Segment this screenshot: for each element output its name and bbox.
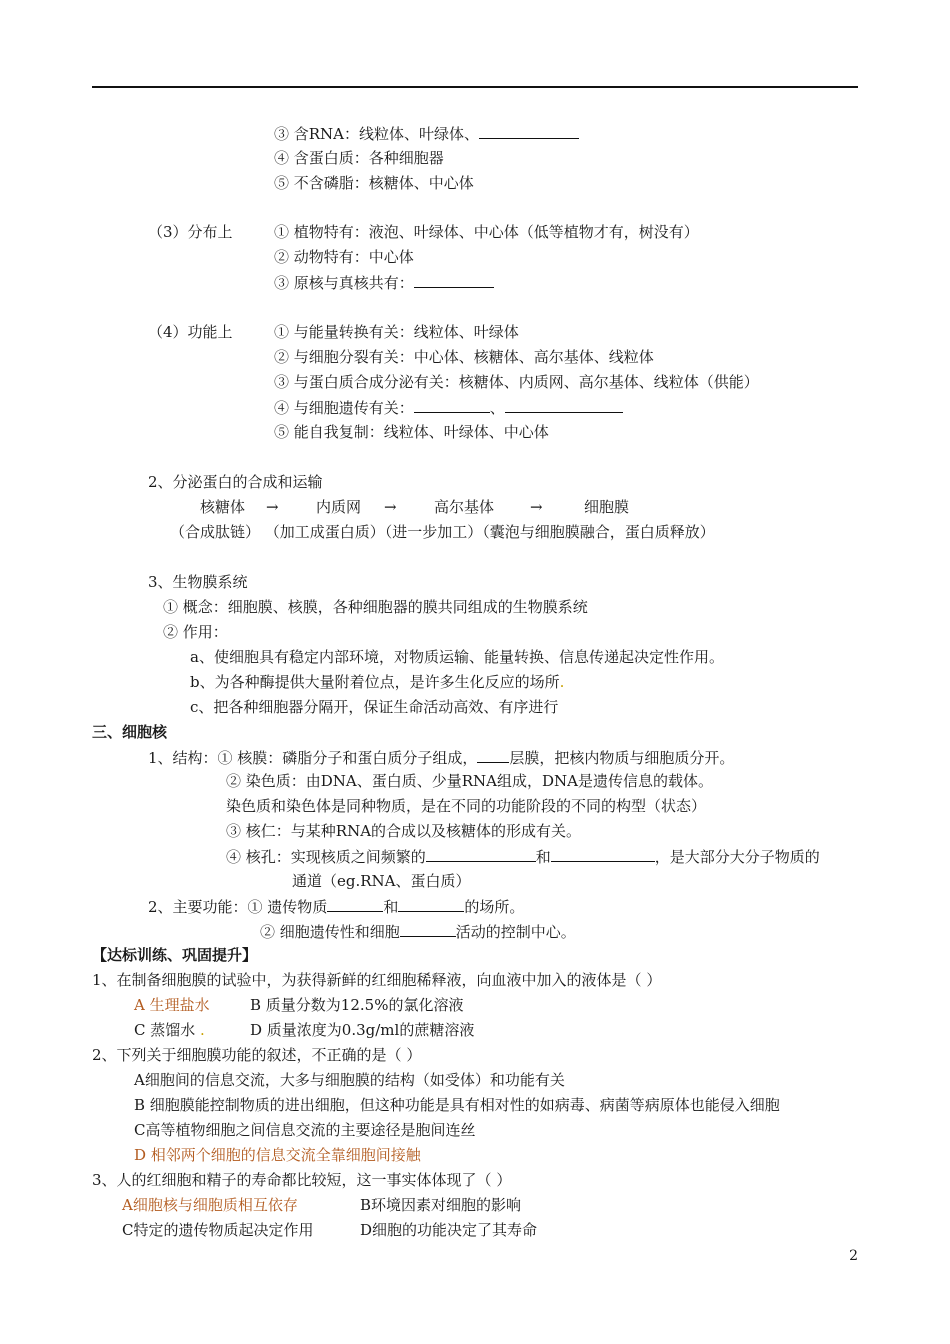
text-line: ① 概念：细胞膜、核膜，各种细胞器的膜共同组成的生物膜系统 — [163, 598, 588, 616]
answer-option: A细胞核与细胞质相互依存 — [122, 1196, 298, 1214]
section-heading: 【达标训练、巩固提升】 — [92, 946, 258, 964]
text-line: ④ 含蛋白质：各种细胞器 — [274, 149, 444, 167]
flow-arrow: → — [384, 498, 397, 516]
text-line: ③ 原核与真核共有： — [274, 272, 494, 293]
answer-option: D 相邻两个细胞的信息交流全靠细胞间接触 — [134, 1146, 421, 1164]
section-label: （4）功能上 — [148, 323, 233, 341]
text-line: 1、结构：① 核膜：磷脂分子和蛋白质分子组成， 层膜，把核内物质与细胞质分开。 — [148, 749, 735, 767]
text-line: ② 染色质：由DNA、蛋白质、少量RNA组成，DNA是遗传信息的载体。 — [226, 772, 713, 790]
answer-option: B 细胞膜能控制物质的进出细胞，但这种功能是具有相对性的如病毒、病菌等病原体也能侵入细胞 — [134, 1096, 780, 1114]
answer-option: D细胞的功能决定了其寿命 — [360, 1221, 538, 1239]
flow-step: 内质网 — [316, 498, 362, 516]
question-stem: 3、人的红细胞和精子的寿命都比较短，这一事实体体现了（ ） — [92, 1171, 512, 1189]
text-line: ② 动物特有：中心体 — [274, 248, 414, 266]
text-line: ③ 含RNA：线粒体、叶绿体、 — [274, 123, 579, 144]
section-heading: 三、细胞核 — [92, 723, 168, 741]
text-line: ④ 核孔：实现核质之间频繁的 和 ，是大部分大分子物质的 — [226, 848, 820, 866]
flow-step: 高尔基体 — [434, 498, 495, 516]
text-line: （合成肽链） （加工成蛋白质）（进一步加工）（囊泡与细胞膜融合，蛋白质释放） — [170, 523, 715, 541]
flow-step: 核糖体 — [200, 498, 246, 516]
answer-option: B环境因素对细胞的影响 — [360, 1196, 522, 1214]
header-rule — [92, 86, 858, 88]
text-line: ① 与能量转换有关：线粒体、叶绿体 — [274, 323, 519, 341]
text-line: ⑤ 不含磷脂：核糖体、中心体 — [274, 174, 474, 192]
text-line: 通道（eg.RNA、蛋白质） — [292, 872, 471, 890]
text-line: 2、分泌蛋白的合成和运输 — [148, 473, 323, 491]
text-line: ② 与细胞分裂有关：中心体、核糖体、高尔基体、线粒体 — [274, 348, 654, 366]
flow-arrow: → — [266, 498, 279, 516]
text-line: ③ 核仁：与某种RNA的合成以及核糖体的形成有关。 — [226, 822, 582, 840]
text-line: a、使细胞具有稳定内部环境，对物质运输、能量转换、信息传递起决定性作用。 — [190, 648, 724, 666]
flow-arrow: → — [530, 498, 543, 516]
flow-step: 细胞膜 — [584, 498, 630, 516]
text-line: ④ 与细胞遗传有关： 、 — [274, 397, 623, 418]
text-line: 2、主要功能：① 遗传物质 和 的场所。 — [148, 898, 525, 916]
text-line: ① 植物特有：液泡、叶绿体、中心体（低等植物才有，树没有） — [274, 223, 699, 241]
text-line: ② 作用： — [163, 623, 228, 641]
text-line: ③ 与蛋白质合成分泌有关：核糖体、内质网、高尔基体、线粒体（供能） — [274, 373, 759, 391]
text-line: c、把各种细胞器分隔开，保证生命活动高效、有序进行 — [190, 698, 559, 716]
text-line: ② 细胞遗传性和细胞 活动的控制中心。 — [260, 923, 576, 941]
answer-option: C高等植物细胞之间信息交流的主要途径是胞间连丝 — [134, 1121, 476, 1139]
answer-option: C特定的遗传物质起决定作用 — [122, 1221, 314, 1239]
answer-option: A细胞间的信息交流，大多与细胞膜的结构（如受体）和功能有关 — [134, 1071, 565, 1089]
stray-dot: . — [200, 1021, 205, 1039]
section-label: （3）分布上 — [148, 223, 233, 241]
question-stem: 1、在制备细胞膜的试验中，为获得新鲜的红细胞稀释液，向血液中加入的液体是（ ） — [92, 971, 662, 989]
text-line: 3、生物膜系统 — [148, 573, 248, 591]
answer-option: C 蒸馏水 . — [134, 1021, 205, 1039]
text-line: ⑤ 能自我复制：线粒体、叶绿体、中心体 — [274, 423, 549, 441]
answer-option: D 质量浓度为0.3g/ml的蔗糖溶液 — [250, 1021, 475, 1039]
text-line: 染色质和染色体是同种物质，是在不同的功能阶段的不同的构型（状态） — [226, 797, 707, 815]
question-stem: 2、下列关于细胞膜功能的叙述，不正确的是（ ） — [92, 1046, 422, 1064]
answer-option: A 生理盐水 — [134, 996, 210, 1014]
answer-option: B 质量分数为12.5%的氯化溶液 — [250, 996, 464, 1014]
page-number: 2 — [849, 1248, 858, 1264]
text-line: b、为各种酶提供大量附着位点，是许多生化反应的场所. — [190, 673, 565, 691]
